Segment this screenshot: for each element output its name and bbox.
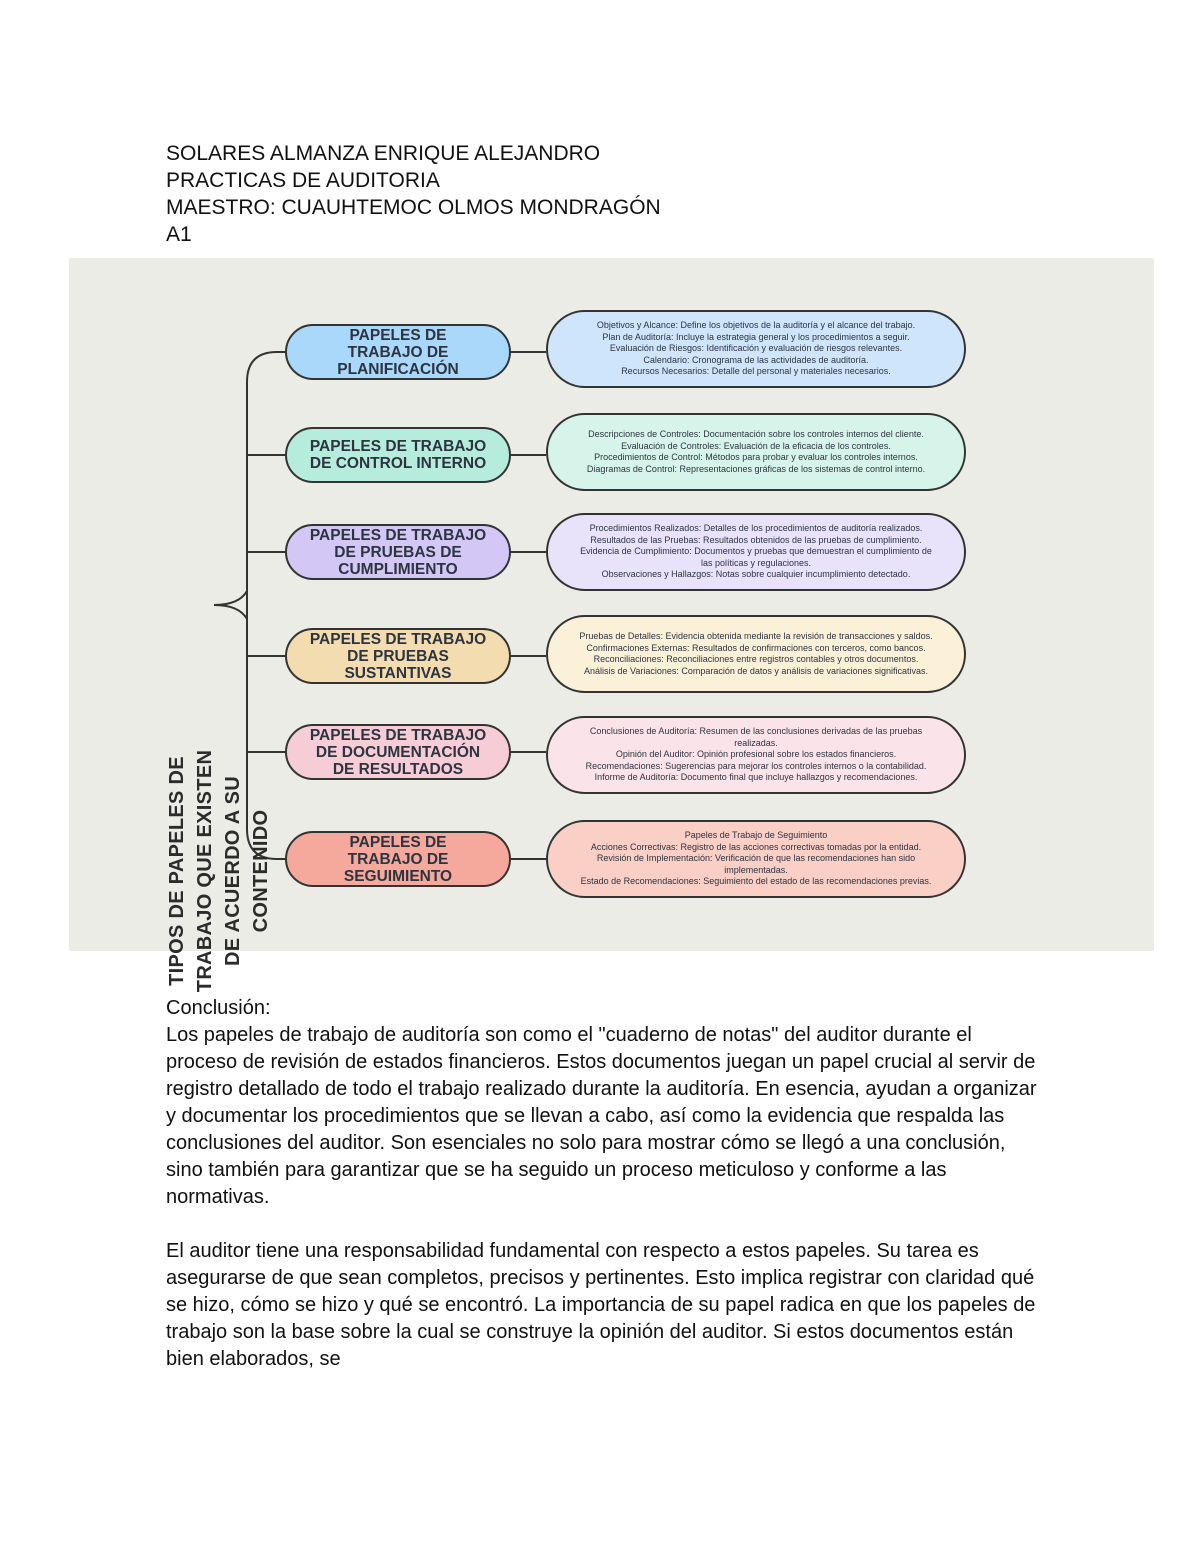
course-name: PRACTICAS DE AUDITORIA [166, 169, 440, 192]
mind-map-title: TIPOS DE PAPELES DE TRABAJO QUE EXISTEN DE ACUERDO A SU CONTENIDO [166, 749, 272, 993]
detail-item: Observaciones y Hallazgos: Notas sobre cualquier incumplimiento detectado. [601, 569, 911, 580]
detail-item: Revisión de Implementación: Verificación de que las recomendaciones han sido implementadas. [596, 853, 916, 875]
detail-item: Diagramas de Control: Representaciones gráficas de los sistemas de control interno. [586, 463, 926, 474]
activity-code: A1 [166, 223, 192, 246]
branch-box: PAPELES DE TRABAJO DE PRUEBAS DE CUMPLIMIENTO [285, 524, 511, 580]
detail-item: Confirmaciones Externas: Resultados de confirmaciones con terceros, como bancos. [586, 642, 926, 653]
detail-item: Conclusiones de Auditoría: Resumen de las conclusiones derivadas de las pruebas realizadas. [589, 726, 923, 748]
detail-item: Evidencia de Cumplimiento: Documentos y pruebas que demuestran el cumplimiento de las políticas y regulaciones. [580, 546, 932, 568]
branch-box: PAPELES DE TRABAJO DE DOCUMENTACIÓN DE RESULTADOS [285, 724, 511, 780]
branch-box: PAPELES DE TRABAJO DE PRUEBAS SUSTANTIVAS [285, 628, 511, 684]
conclusion-section [166, 995, 1046, 1400]
detail-item: Resultados de las Pruebas: Resultados obtenidos de las pruebas de cumplimiento. [590, 534, 922, 545]
detail-box [546, 413, 966, 491]
detail-item: Reconciliaciones: Reconciliaciones entre registros contables y otros documentos. [593, 654, 919, 664]
detail-box [546, 820, 966, 898]
detail-item: Acciones Correctivas: Registro de las acciones correctivas tomadas por la entidad. [590, 841, 922, 852]
root-connector [214, 591, 247, 619]
detail-box [546, 310, 966, 388]
detail-item: Recomendaciones: Sugerencias para mejorar los controles internos o la contabilidad. [585, 760, 927, 771]
conclusion-paragraph-2: El auditor tiene una responsabilidad fundamental con respecto a estos papeles. Su tarea es asegurarse de que sean completos, precisos y pertinentes. Esto implica registrar con claridad qué se hizo, cómo se hizo y qué se encontró. La importancia de su papel radica en que los papeles de trabajo son la base sobre la cual se construye la opinión del auditor. Si estos documentos están bien elaborados, se [166, 1240, 1036, 1370]
branch-box: PAPELES DE TRABAJO DE SEGUIMIENTO [285, 831, 511, 887]
conclusion-title: Conclusión: [166, 997, 271, 1019]
detail-item: Procedimientos Realizados: Detalles de los procedimientos de auditoría realizados. [589, 523, 923, 534]
detail-item: Recursos Necesarios: Detalle del personal y materiales necesarios. [621, 366, 891, 377]
detail-item: Pruebas de Detalles: Evidencia obtenida mediante la revisión de transacciones y saldos. [579, 631, 933, 641]
student-name: SOLARES ALMANZA ENRIQUE ALEJANDRO [166, 142, 601, 165]
detail-box [546, 513, 966, 591]
conclusion-paragraph-1: Los papeles de trabajo de auditoría son como el "cuaderno de notas" del auditor durante el proceso de revisión de estados financieros. Estos documentos juegan un papel crucial al servir de registro detallado de todo el trabajo realizado durante la auditoría. En esencia, ayudan a organizar y documentar los procedimientos que se llevan a cabo, así como la evidencia que respalda las conclusiones del auditor. Son esenciales no solo para mostrar cómo se llegó a una conclusión, sino también para garantizar que se ha seguido un proceso meticuloso y conforme a las normativas. [166, 1024, 1037, 1208]
detail-item: Evaluación de Riesgos: Identificación y evaluación de riesgos relevantes. [609, 343, 903, 354]
detail-item: Evaluación de Controles: Evaluación de la eficacia de los controles. [621, 440, 891, 451]
detail-item: Opinión del Auditor: Opinión profesional sobre los estados financieros. [615, 749, 897, 760]
detail-item: Estado de Recomendaciones: Seguimiento del estado de las recomendaciones previas. [580, 876, 932, 887]
mind-map-diagram [69, 258, 1154, 993]
document-header [166, 140, 661, 248]
branch-box: PAPELES DE TRABAJO DE CONTROL INTERNO [285, 427, 511, 483]
detail-box [546, 615, 966, 693]
detail-item: Plan de Auditoría: Incluye la estrategia general y los procedimientos a seguir. [602, 331, 910, 342]
spine-branch-connector [247, 352, 285, 382]
detail-box [546, 716, 966, 794]
detail-item: Descripciones de Controles: Documentación sobre los controles internos del cliente. [588, 429, 924, 439]
detail-item: Análisis de Variaciones: Comparación de datos y análisis de variaciones significativas. [583, 665, 928, 676]
branch-box: PAPELES DE TRABAJO DE PLANIFICACIÓN [285, 324, 511, 380]
teacher-name: MAESTRO: CUAUHTEMOC OLMOS MONDRAGÓN [166, 196, 661, 219]
detail-item: Papeles de Trabajo de Seguimiento [684, 830, 828, 841]
detail-item: Informe de Auditoría: Documento final que incluye hallazgos y recomendaciones. [594, 772, 918, 783]
detail-item: Calendario: Cronograma de las actividades de auditoría. [643, 354, 869, 365]
detail-item: Objetivos y Alcance: Define los objetivos de la auditoría y el alcance del trabajo. [596, 320, 916, 331]
detail-item: Procedimientos de Control: Métodos para probar y evaluar los controles internos. [594, 452, 918, 462]
